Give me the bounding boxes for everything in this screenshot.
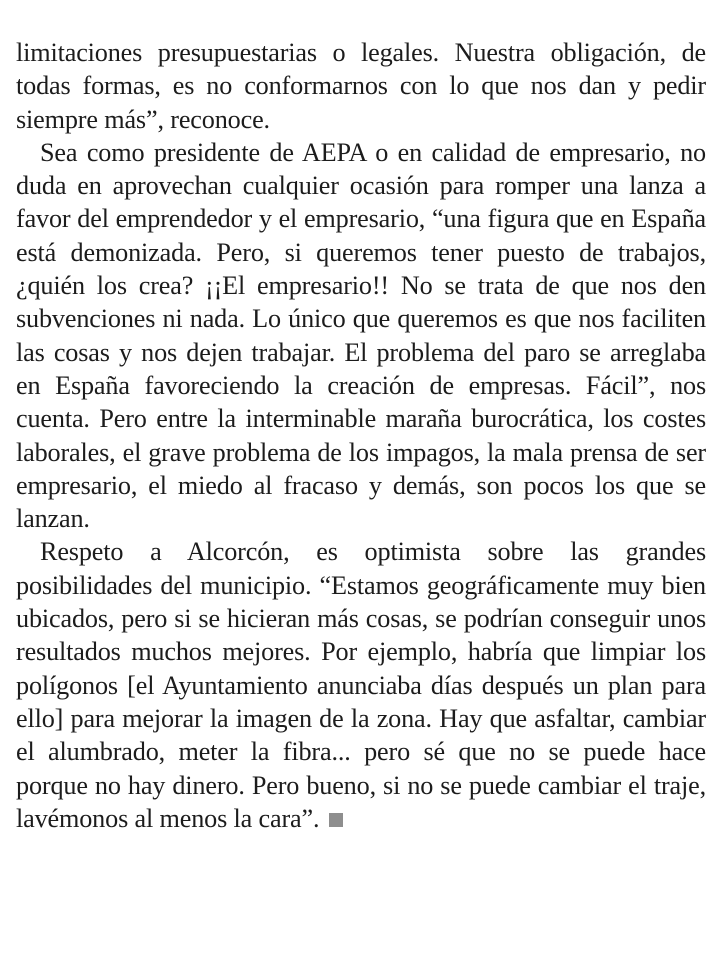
paragraph-continuation — [16, 36, 706, 136]
paragraph-text: Sea como presidente de AEPA o en calidad de empresario, no duda en aprovechan cualquier ocasión para romper una lanza a favor del emprendedor y el empresario, “una figura que en España está demonizada. Pero, si queremos tener puesto de trabajos, ¿quién los crea? ¡¡El empresario!! No se trata de que nos den subvenciones ni nada. Lo único que queremos es que nos faciliten las cosas y nos dejen trabajar. El problema del paro se arreglaba en España favoreciendo la creación de empresas. Fácil”, nos cuenta. Pero entre la interminable maraña burocrática, los costes laborales, el grave problema de los impagos, la mala prensa de ser empresario, el miedo al fracaso y demás, son pocos los que se lanzan. — [16, 137, 706, 534]
paragraph-alcorcon — [16, 535, 706, 835]
end-of-article-square-icon — [329, 813, 343, 827]
article-body — [16, 36, 706, 835]
paragraph-text: limitaciones presupuestarias o legales. Nuestra obligación, de todas formas, es no conformarnos con lo que nos dan y pedir siempre más”, reconoce. — [16, 38, 706, 134]
paragraph-entrepreneur — [16, 136, 706, 536]
paragraph-text: Respeto a Alcorcón, es optimista sobre las grandes posibilidades del municipio. “Estamos geográficamente muy bien ubicados, pero si se hicieran más cosas, se podrían conseguir unos resultados muchos mejores. Por ejemplo, habría que limpiar los polígonos [el Ayuntamiento anunciaba días después un plan para ello] para mejorar la imagen de la zona. Hay que asfaltar, cambiar el alumbrado, meter la fibra... pero sé que no se puede hace porque no hay dinero. Pero bueno, si no se puede cambiar el traje, lavémonos al menos la cara”. — [16, 537, 706, 833]
